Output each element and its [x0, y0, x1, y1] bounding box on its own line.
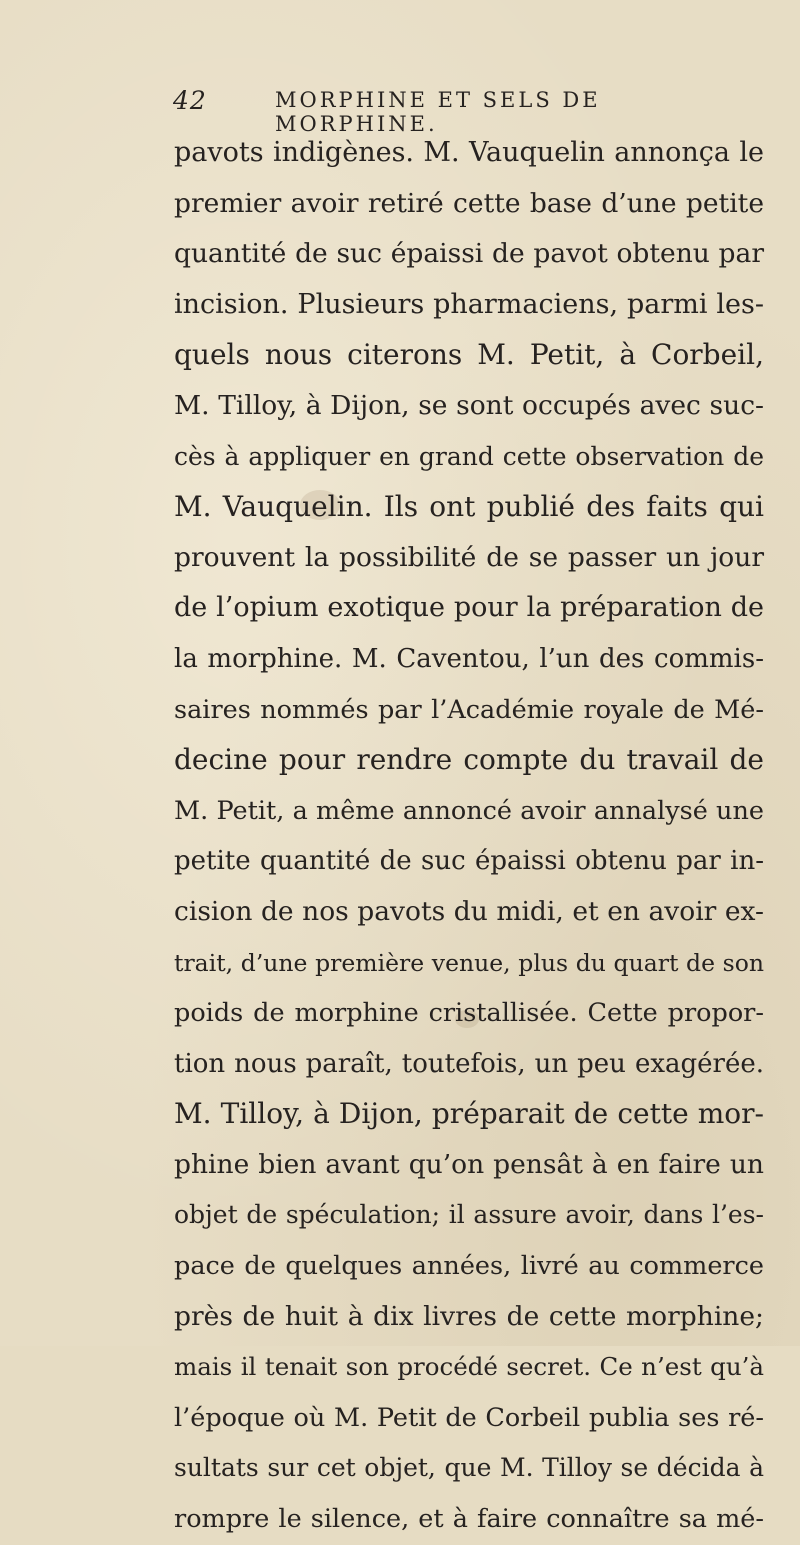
text-line: quels nous citerons M. Petit, à Corbeil, — [174, 338, 764, 372]
text-line: M. Vauquelin. Ils ont publié des faits qui — [174, 490, 764, 524]
text-line: trait, d’une première venue, plus du quart de son — [174, 948, 764, 977]
text-line: de l’opium exotique pour la préparation de — [174, 592, 764, 624]
text-line: phine bien avant qu’on pensât à en faire un — [174, 1148, 764, 1180]
text-line: objet de spéculation; il assure avoir, dans l’es- — [174, 1200, 764, 1230]
text-line: decine pour rendre compte du travail de — [174, 743, 764, 777]
text-line: pavots indigènes. M. Vauquelin annonça le — [174, 137, 764, 168]
text-line: saires nommés par l’Académie royale de Mé- — [174, 694, 764, 725]
text-line: près de huit à dix livres de cette morphine; — [174, 1300, 764, 1332]
text-line: cès à appliquer en grand cette observation de — [174, 441, 764, 471]
text-line: mais il tenait son procédé secret. Ce n’est qu’à — [174, 1352, 764, 1382]
text-line: l’époque où M. Petit de Corbeil publia ses ré- — [174, 1402, 764, 1433]
text-line: sultats sur cet objet, que M. Tilloy se décida à — [174, 1453, 764, 1483]
text-line: petite quantité de suc épaissi obtenu par in- — [174, 846, 764, 877]
text-line: incision. Plusieurs pharmaciens, parmi les- — [174, 288, 764, 320]
page-header — [173, 86, 753, 136]
running-title: MORPHINE ET SELS DE MORPHINE. — [275, 88, 601, 136]
text-line: M. Tilloy, à Dijon, préparait de cette mor- — [174, 1097, 764, 1131]
text-line: prouvent la possibilité de se passer un jour — [174, 541, 764, 573]
body-text — [174, 128, 764, 1545]
text-line: quantité de suc épaissi de pavot obtenu par — [174, 238, 764, 270]
page-number: 42 — [173, 86, 207, 115]
text-line: M. Petit, a même annoncé avoir annalysé une — [174, 795, 764, 826]
text-line: la morphine. M. Caventou, l’un des commis- — [174, 643, 764, 674]
text-line: M. Tilloy, à Dijon, se sont occupés avec suc- — [174, 389, 764, 421]
text-line: rompre le silence, et à faire connaître sa mé- — [174, 1504, 764, 1535]
text-line: poids de morphine cristallisée. Cette propor- — [174, 998, 764, 1029]
text-line: tion nous paraît, toutefois, un peu exagérée. — [174, 1048, 764, 1079]
text-line: cision de nos pavots du midi, et en avoir ex- — [174, 895, 764, 927]
text-line: pace de quelques années, livré au commerce — [174, 1251, 764, 1282]
text-line: premier avoir retiré cette base d’une petite — [174, 187, 764, 219]
